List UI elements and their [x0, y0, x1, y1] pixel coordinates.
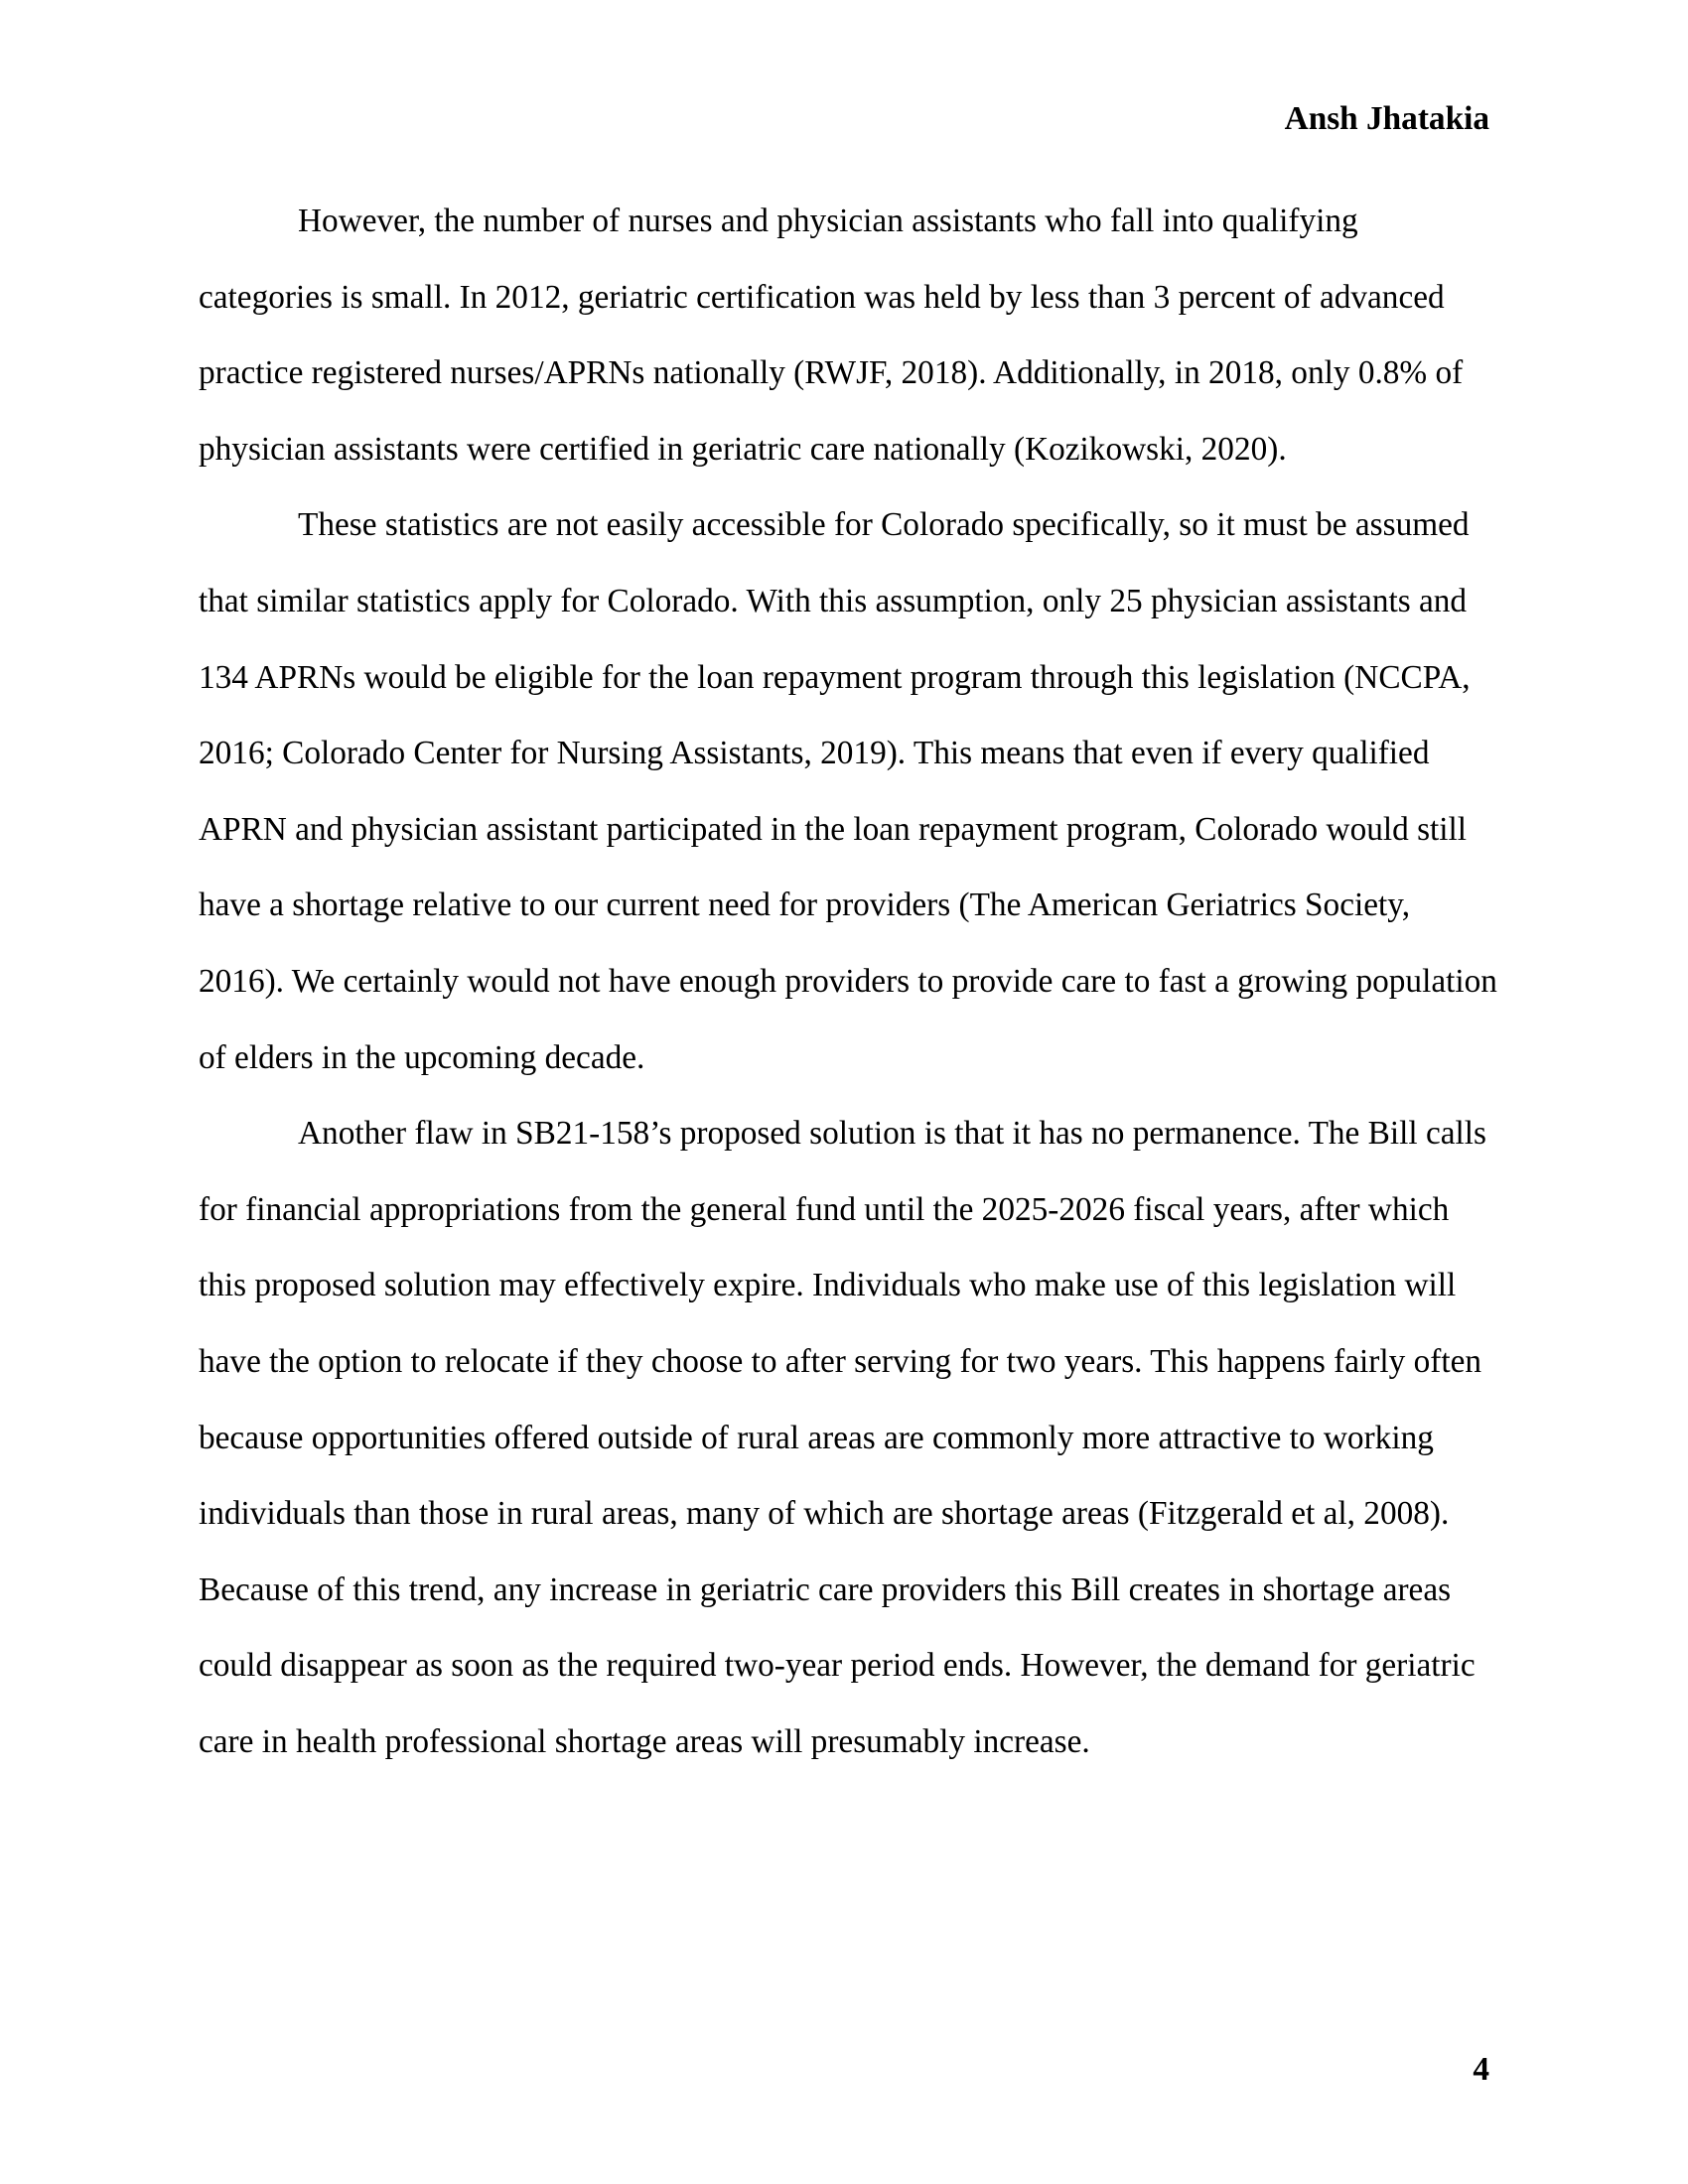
paragraph-qualifying-categories: However, the number of nurses and physician assistants who fall into qualifying categories is small. In 2012, geriatric certification was held by less than 3 percent of advanced practice registered nurses/APRNs nationally (RWJF, 2018). Additionally, in 2018, only 0.8% of physician assistants were certified in geriatric care nationally (Kozikowski, 2020).	[199, 203, 1464, 468]
page-header	[199, 99, 1489, 139]
author-name: Ansh Jhatakia	[1284, 100, 1489, 137]
document-body	[199, 184, 1497, 1780]
paragraph-colorado-statistics: These statistics are not easily accessible for Colorado specifically, so it must be assumed that similar statistics apply for Colorado. With this assumption, only 25 physician assistants and 134 APRNs would be eligible for the loan repayment program through this legislation (NCCPA, 2016; Colorado Center for Nursing Assistants, 2019). This means that even if every qualified APRN and physician assistant participated in the loan repayment program, Colorado would still have a shortage relative to our current need for providers (The American Geriatrics Society, 2016). We certainly would not have enough providers to provide care to fast a growing population of elders in the upcoming decade.	[199, 506, 1497, 1076]
page-number: 4	[1473, 2051, 1489, 2088]
page-footer	[199, 2050, 1489, 2090]
paragraph-no-permanence: Another flaw in SB21-158’s proposed solution is that it has no permanence. The Bill calls for financial appropriations from the general fund until the 2025-2026 fiscal years, after which this proposed solution may effectively expire. Individuals who make use of this legislation will have the option to relocate if they choose to after serving for two years. This happens fairly often because opportunities offered outside of rural areas are commonly more attractive to working individuals than those in rural areas, many of which are shortage areas (Fitzgerald et al, 2008). Because of this trend, any increase in geriatric care providers this Bill creates in shortage areas could disappear as soon as the required two-year period ends. However, the demand for geriatric care in health professional shortage areas will presumably increase.	[199, 1115, 1486, 1760]
